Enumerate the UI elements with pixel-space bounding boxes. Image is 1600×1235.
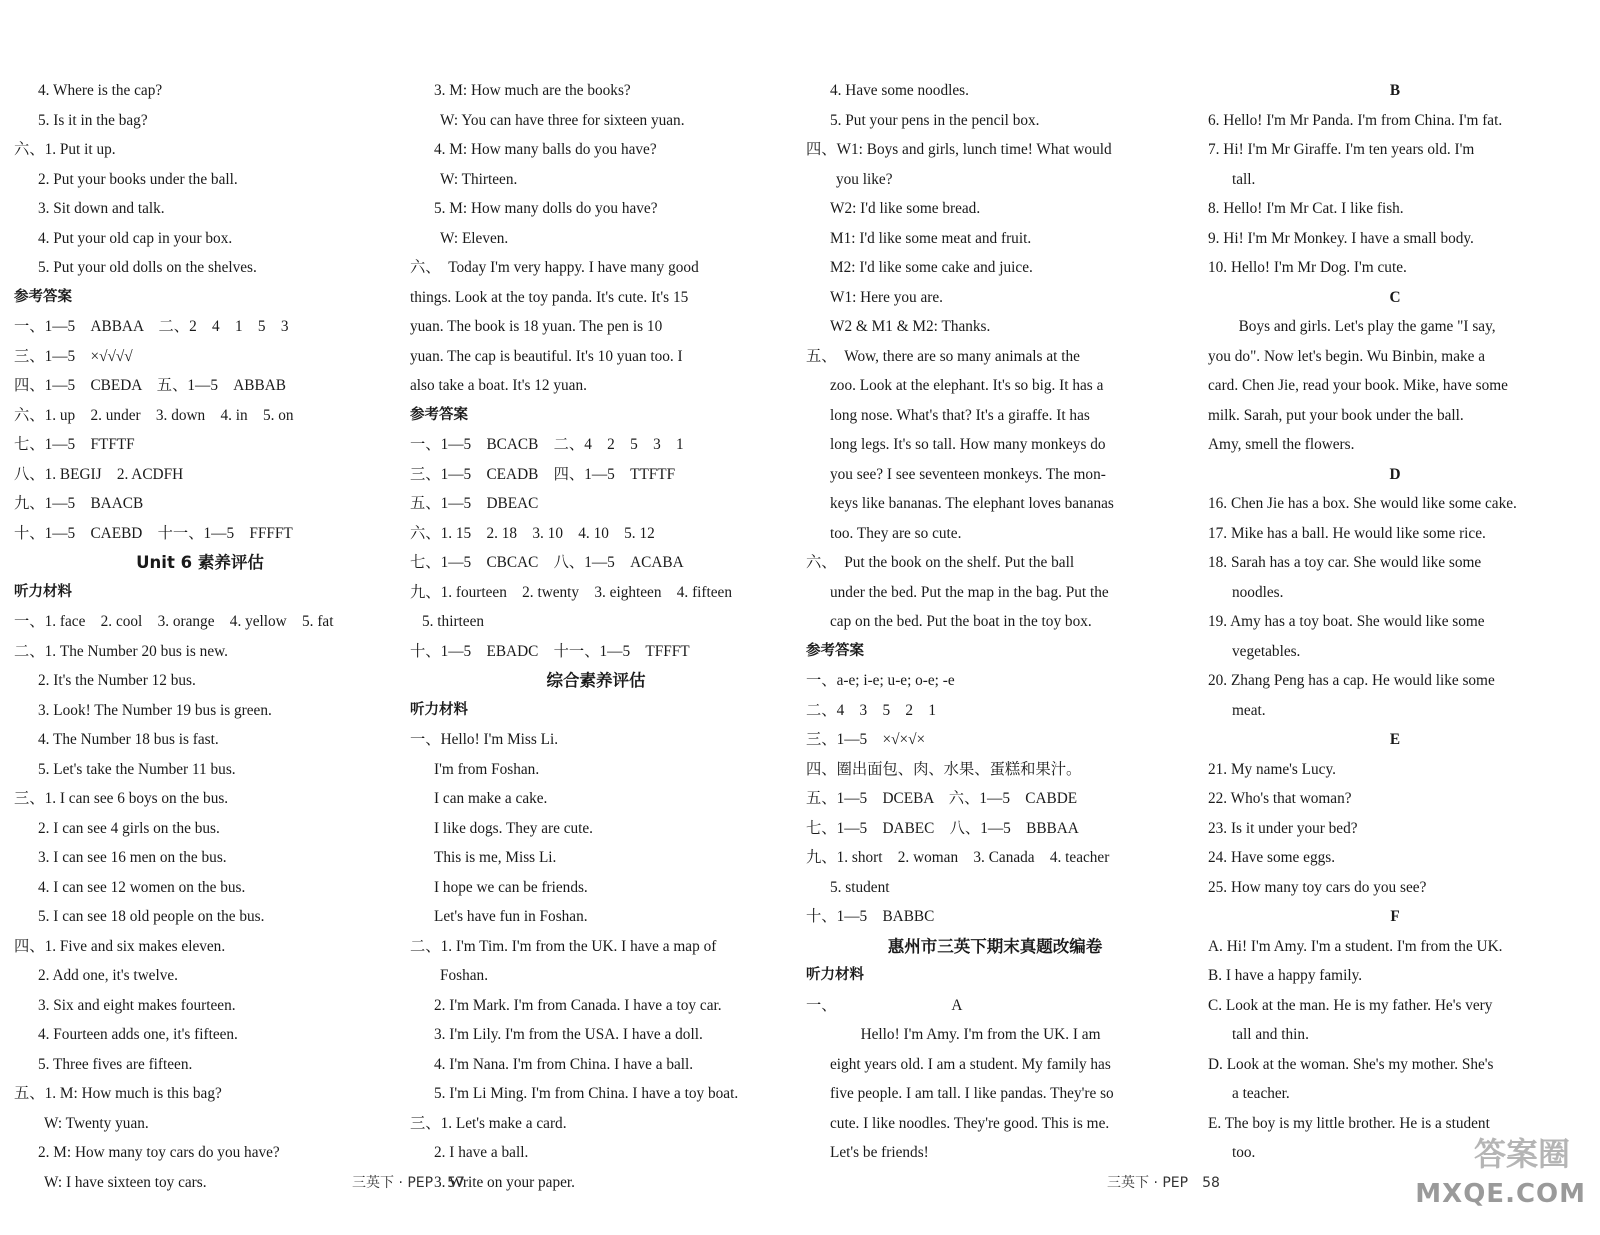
watermark-logo: 答案圈 [1473,1135,1570,1173]
text-line: 5. thirteen [422,613,485,630]
text-line: 3. Write on your paper. [434,1173,575,1191]
text-line: 5. M: How many dolls do you have? [434,200,658,217]
text-line: 2. Put your books under the ball. [38,170,238,188]
text-line: W2: I'd like some bread. [830,200,981,217]
text-line: 四、1—5 CBEDA 五、1—5 ABBAB [14,377,286,394]
text-line: 六、1. 15 2. 18 3. 10 4. 10 5. 12 [410,524,655,542]
text-line: too. [1232,1144,1256,1161]
section-label: 参考答案 [14,288,72,305]
text-line: Amy, smell the flowers. [1208,436,1355,453]
text-line: 一、a-e; i-e; u-e; o-e; -e [806,672,955,689]
text-line: 三、1. Let's make a card. [410,1114,567,1132]
text-line: zoo. Look at the elephant. It's so big. It has a [830,377,1104,394]
text-line: you see? I see seventeen monkeys. The mon- [830,465,1106,483]
text-line: long legs. It's so tall. How many monkeys do [830,436,1106,453]
text-line: yuan. The book is 18 yuan. The pen is 10 [410,318,663,335]
text-line: 七、1—5 FTFTF [14,436,135,453]
text-line: W: Eleven. [440,229,509,247]
text-line: 5. Put your pens in the pencil box. [830,111,1040,129]
text-line: 4. I can see 12 women on the bus. [38,878,246,896]
text-line: 三、1—5 ×√×√× [806,731,926,748]
text-line: 4. Have some noodles. [830,82,969,99]
text-line: 一、 A [806,996,963,1014]
text-line: 2. I'm Mark. I'm from Canada. I have a toy car. [434,996,722,1014]
text-line: W: Thirteen. [440,170,518,188]
text-line: meat. [1232,701,1266,719]
text-line: 九、1—5 BAACB [14,495,144,512]
text-line: 5. Put your old dolls on the shelves. [38,259,257,276]
text-line: 4. M: How many balls do you have? [434,141,657,158]
watermark-url: MXQE.COM [1415,1179,1586,1209]
column-3 [806,76,1184,1168]
text-line: A. Hi! I'm Amy. I'm a student. I'm from the UK. [1208,937,1503,955]
text-line: 六、1. Put it up. [14,141,116,158]
text-line: 三、1. I can see 6 boys on the bus. [14,790,229,807]
text-line: 4. I'm Nana. I'm from China. I have a ball. [434,1055,694,1073]
part-letter: B [1389,82,1401,99]
page-footer-right: 三英下 · PEP 58 [1107,1175,1220,1191]
text-line: milk. Sarah, put your book under the ball. [1208,406,1464,424]
text-line: Foshan. [440,967,489,984]
text-line: 20. Zhang Peng has a cap. He would like some [1208,672,1495,689]
part-letter: C [1389,288,1401,306]
text-line: Let's have fun in Foshan. [434,908,588,925]
text-line: 2. Add one, it's twelve. [38,967,178,984]
text-line: 25. How many toy cars do you see? [1208,878,1427,896]
text-line: 9. Hi! I'm Mr Monkey. I have a small body. [1208,229,1474,247]
text-line: 八、1. BEGIJ 2. ACDFH [14,465,184,483]
column-2 [410,76,782,1197]
text-line: 五、1. M: How much is this bag? [14,1085,222,1102]
text-line: 十、1—5 BABBC [806,908,935,925]
text-line: W2 & M1 & M2: Thanks. [830,318,991,335]
text-line: 5. Let's take the Number 11 bus. [38,760,236,778]
section-label: 参考答案 [806,642,864,659]
text-line: cap on the bed. Put the boat in the toy box. [830,613,1092,630]
text-line: 九、1. fourteen 2. twenty 3. eighteen 4. fifteen [410,583,732,601]
page-footer-left: 三英下 · PEP 57 [352,1175,465,1191]
text-line: 九、1. short 2. woman 3. Canada 4. teacher [806,849,1110,866]
text-line: E. The boy is my little brother. He is a student [1208,1114,1490,1132]
text-line: 22. Who's that woman? [1208,790,1352,807]
text-line: C. Look at the man. He is my father. He's very [1208,996,1493,1014]
text-line: 三、1—5 ×√√√√ [14,347,133,365]
text-line: W1: Here you are. [830,288,943,306]
part-letter: E [1389,731,1401,748]
text-line: 10. Hello! I'm Mr Dog. I'm cute. [1208,259,1407,276]
text-line: eight years old. I am a student. My family has [830,1055,1111,1073]
section-heading: 综合素养评估 [546,671,646,690]
section-label: 听力材料 [14,583,72,600]
text-line: 3. I can see 16 men on the bus. [38,849,227,866]
text-line: 5. Is it in the bag? [38,111,148,129]
text-line: 2. It's the Number 12 bus. [38,672,196,689]
text-line: 三、1—5 CEADB 四、1—5 TTFTF [410,465,676,483]
text-line: 六、 Today I'm very happy. I have many good [410,259,699,276]
text-line: 十、1—5 CAEBD 十一、1—5 FFFFT [14,524,293,542]
text-line: I'm from Foshan. [434,760,540,778]
text-line: tall. [1232,170,1256,188]
text-line: 24. Have some eggs. [1208,849,1336,866]
text-line: you do". Now let's begin. Wu Binbin, make a [1208,347,1486,365]
text-line: 七、1—5 CBCAC 八、1—5 ACABA [410,554,684,571]
text-line: W: I have sixteen toy cars. [44,1173,207,1191]
text-line: M1: I'd like some meat and fruit. [830,229,1032,247]
text-line: 2. M: How many toy cars do you have? [38,1144,280,1161]
text-line: 五、 Wow, there are so many animals at the [806,347,1080,365]
text-line: 3. M: How much are the books? [434,82,631,99]
text-line: 一、1. face 2. cool 3. orange 4. yellow 5. fat [14,613,334,630]
text-line: 四、W1: Boys and girls, lunch time! What would [806,141,1112,158]
text-line: I like dogs. They are cute. [434,819,594,837]
text-line: 一、Hello! I'm Miss Li. [410,731,559,748]
text-line: 17. Mike has a ball. He would like some rice. [1208,524,1486,542]
text-line: 3. I'm Lily. I'm from the USA. I have a doll. [434,1026,703,1043]
text-line: 2. I have a ball. [434,1144,529,1161]
text-line: 5. Three fives are fifteen. [38,1055,193,1073]
text-line: tall and thin. [1232,1026,1309,1043]
text-line: 二、1. I'm Tim. I'm from the UK. I have a map of [410,937,717,955]
text-line: 4. Where is the cap? [38,82,163,99]
text-line: 23. Is it under your bed? [1208,819,1358,837]
text-line: 一、1—5 ABBAA 二、2 4 1 5 3 [14,318,289,335]
text-line: keys like bananas. The elephant loves bananas [830,495,1114,512]
text-line: cute. I like noodles. They're good. This is me. [830,1114,1110,1132]
text-line: too. They are so cute. [830,524,962,542]
text-line: 18. Sarah has a toy car. She would like some [1208,554,1482,571]
text-line: you like? [836,170,893,188]
text-line: I hope we can be friends. [434,878,588,896]
part-letter: F [1390,908,1400,925]
text-line: five people. I am tall. I like pandas. They're so [830,1085,1114,1102]
section-label: 听力材料 [410,701,468,718]
text-line: things. Look at the toy panda. It's cute. It's 15 [410,288,689,306]
text-line: also take a boat. It's 12 yuan. [410,377,587,394]
column-4 [1208,76,1582,1168]
text-line: 七、1—5 DABEC 八、1—5 BBBAA [806,819,1079,837]
text-line: noodles. [1232,583,1284,601]
text-line: I can make a cake. [434,790,548,807]
text-line: 5. I'm Li Ming. I'm from China. I have a toy boat. [434,1085,739,1102]
column-1 [14,76,386,1197]
text-line: 8. Hello! I'm Mr Cat. I like fish. [1208,200,1404,217]
text-line: 五、1—5 DCEBA 六、1—5 CABDE [806,790,1078,807]
text-line: D. Look at the woman. She's my mother. She's [1208,1055,1494,1073]
text-line: W: You can have three for sixteen yuan. [440,111,685,129]
text-line: W: Twenty yuan. [44,1114,149,1132]
section-heading: 惠州市三英下期末真题改编卷 [887,936,1103,956]
text-line: 7. Hi! I'm Mr Giraffe. I'm ten years old. I'm [1208,141,1475,158]
text-line: 二、1. The Number 20 bus is new. [14,642,228,660]
text-line: B. I have a happy family. [1208,967,1363,984]
text-line: 6. Hello! I'm Mr Panda. I'm from China. I'm fat. [1208,111,1503,129]
text-line: a teacher. [1232,1085,1290,1102]
text-line: 4. Fourteen adds one, it's fifteen. [38,1026,238,1043]
text-line: Boys and girls. Let's play the game "I say, [1208,318,1496,335]
text-line: 一、1—5 BCACB 二、4 2 5 3 1 [410,436,684,453]
text-line: 六、1. up 2. under 3. down 4. in 5. on [14,406,294,424]
text-line: 16. Chen Jie has a box. She would like some cake. [1208,495,1517,512]
text-line: card. Chen Jie, read your book. Mike, have some [1208,377,1508,394]
text-line: 3. Six and eight makes fourteen. [38,996,236,1014]
text-line: 六、 Put the book on the shelf. Put the ball [806,554,1075,571]
text-line: 5. student [830,878,890,896]
section-label: 参考答案 [410,406,468,423]
text-line: yuan. The cap is beautiful. It's 10 yuan too. I [410,347,683,365]
text-line: 二、4 3 5 2 1 [806,701,937,719]
text-line: Hello! I'm Amy. I'm from the UK. I am [830,1026,1101,1043]
text-line: 4. Put your old cap in your box. [38,229,233,247]
text-line: 四、圈出面包、肉、水果、蛋糕和果汁。 [806,760,1082,778]
text-line: 十、1—5 EBADC 十一、1—5 TFFFT [410,642,690,660]
text-line: 2. I can see 4 girls on the bus. [38,819,220,837]
text-line: 19. Amy has a toy boat. She would like some [1208,613,1485,630]
text-line: vegetables. [1232,642,1301,660]
text-line: 5. I can see 18 old people on the bus. [38,908,265,925]
text-line: Let's be friends! [830,1144,929,1161]
text-line: under the bed. Put the map in the bag. Put the [830,583,1109,601]
section-heading: Unit 6 素养评估 [136,553,264,572]
text-line: 五、1—5 DBEAC [410,495,539,512]
part-letter: D [1389,465,1401,483]
text-line: 21. My name's Lucy. [1208,760,1336,778]
text-line: 3. Look! The Number 19 bus is green. [38,701,272,719]
text-line: long nose. What's that? It's a giraffe. It has [830,406,1090,424]
section-label: 听力材料 [806,967,864,983]
text-line: 3. Sit down and talk. [38,200,165,217]
text-line: M2: I'd like some cake and juice. [830,259,1033,276]
text-line: This is me, Miss Li. [434,849,557,866]
text-line: 4. The Number 18 bus is fast. [38,731,219,748]
text-line: 四、1. Five and six makes eleven. [14,937,226,955]
